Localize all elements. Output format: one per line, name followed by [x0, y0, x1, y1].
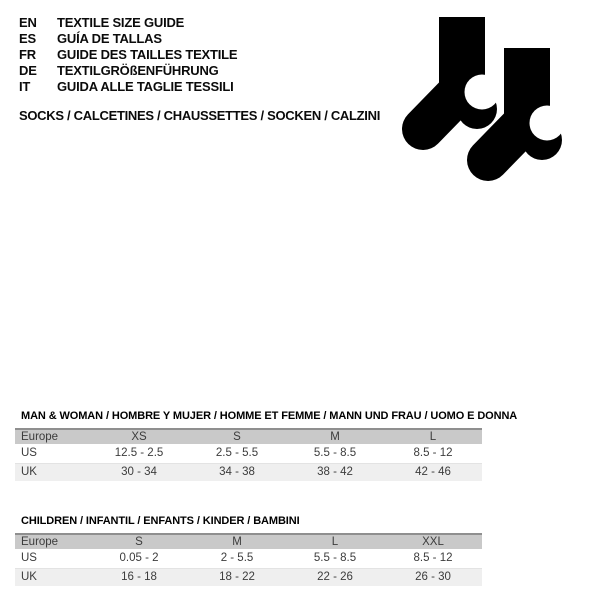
lang-row-fr	[19, 47, 237, 63]
column-header: XXL	[422, 536, 444, 548]
column-header: XS	[131, 431, 147, 443]
table-row-uk	[15, 463, 482, 482]
table-row-us	[15, 444, 482, 463]
lang-code: FR	[19, 47, 36, 62]
table-title: CHILDREN / INFANTIL / ENFANTS / KINDER / BAMBINI	[21, 515, 300, 527]
column-header: L	[429, 431, 437, 443]
size-value: 8.5 - 12	[413, 552, 453, 565]
column-header: M	[232, 536, 242, 548]
row-label: UK	[21, 466, 37, 479]
size-table-man-woman	[15, 409, 518, 481]
size-value: 16 - 18	[121, 571, 157, 584]
size-value: 30 - 34	[121, 466, 157, 479]
size-value: 2.5 - 5.5	[215, 447, 259, 460]
row-label: UK	[21, 571, 37, 584]
lang-label: TEXTILE SIZE GUIDE	[57, 15, 185, 30]
size-value: 42 - 46	[415, 466, 451, 479]
size-value: 26 - 30	[415, 571, 451, 584]
size-table-children	[15, 514, 482, 586]
column-header: L	[331, 536, 339, 548]
size-value: 22 - 26	[317, 571, 353, 584]
socks-icon	[400, 5, 580, 195]
lang-label: GUÍA DE TALLAS	[57, 31, 162, 46]
size-value: 12.5 - 2.5	[114, 447, 164, 460]
row-label: US	[21, 552, 37, 565]
lang-row-en	[19, 15, 237, 31]
column-header: S	[233, 431, 241, 443]
size-value: 0.05 - 2	[119, 552, 159, 565]
column-header: S	[135, 536, 143, 548]
table-header-row	[15, 533, 482, 549]
size-value: 34 - 38	[219, 466, 255, 479]
lang-label: GUIDA ALLE TAGLIE TESSILI	[57, 79, 234, 94]
size-value: 2 - 5.5	[220, 552, 254, 565]
lang-code: IT	[19, 79, 31, 94]
size-value: 8.5 - 12	[413, 447, 453, 460]
lang-row-de	[19, 63, 237, 79]
size-value: 38 - 42	[317, 466, 353, 479]
table-row-uk	[15, 568, 482, 587]
table-title: MAN & WOMAN / HOMBRE Y MUJER / HOMME ET FEMME / MANN UND FRAU / UOMO E DONNA	[21, 410, 518, 422]
size-value: 5.5 - 8.5	[313, 552, 357, 565]
lang-row-it	[19, 79, 237, 95]
lang-code: ES	[19, 31, 36, 46]
lang-row-es	[19, 31, 237, 47]
lang-label: TEXTILGRÖßENFÜHRUNG	[57, 63, 219, 78]
column-header: Europe	[21, 431, 59, 443]
table-header-row	[15, 428, 482, 444]
lang-code: DE	[19, 63, 37, 78]
category-title: SOCKS / CALCETINES / CHAUSSETTES / SOCKEN / CALZINI	[19, 108, 381, 123]
lang-code: EN	[19, 15, 37, 30]
row-label: US	[21, 447, 37, 460]
lang-label: GUIDE DES TAILLES TEXTILE	[57, 47, 238, 62]
size-value: 18 - 22	[219, 571, 255, 584]
column-header: M	[330, 431, 340, 443]
table-row-us	[15, 549, 482, 568]
size-value: 5.5 - 8.5	[313, 447, 357, 460]
language-title-list	[19, 15, 237, 95]
column-header: Europe	[21, 536, 59, 548]
